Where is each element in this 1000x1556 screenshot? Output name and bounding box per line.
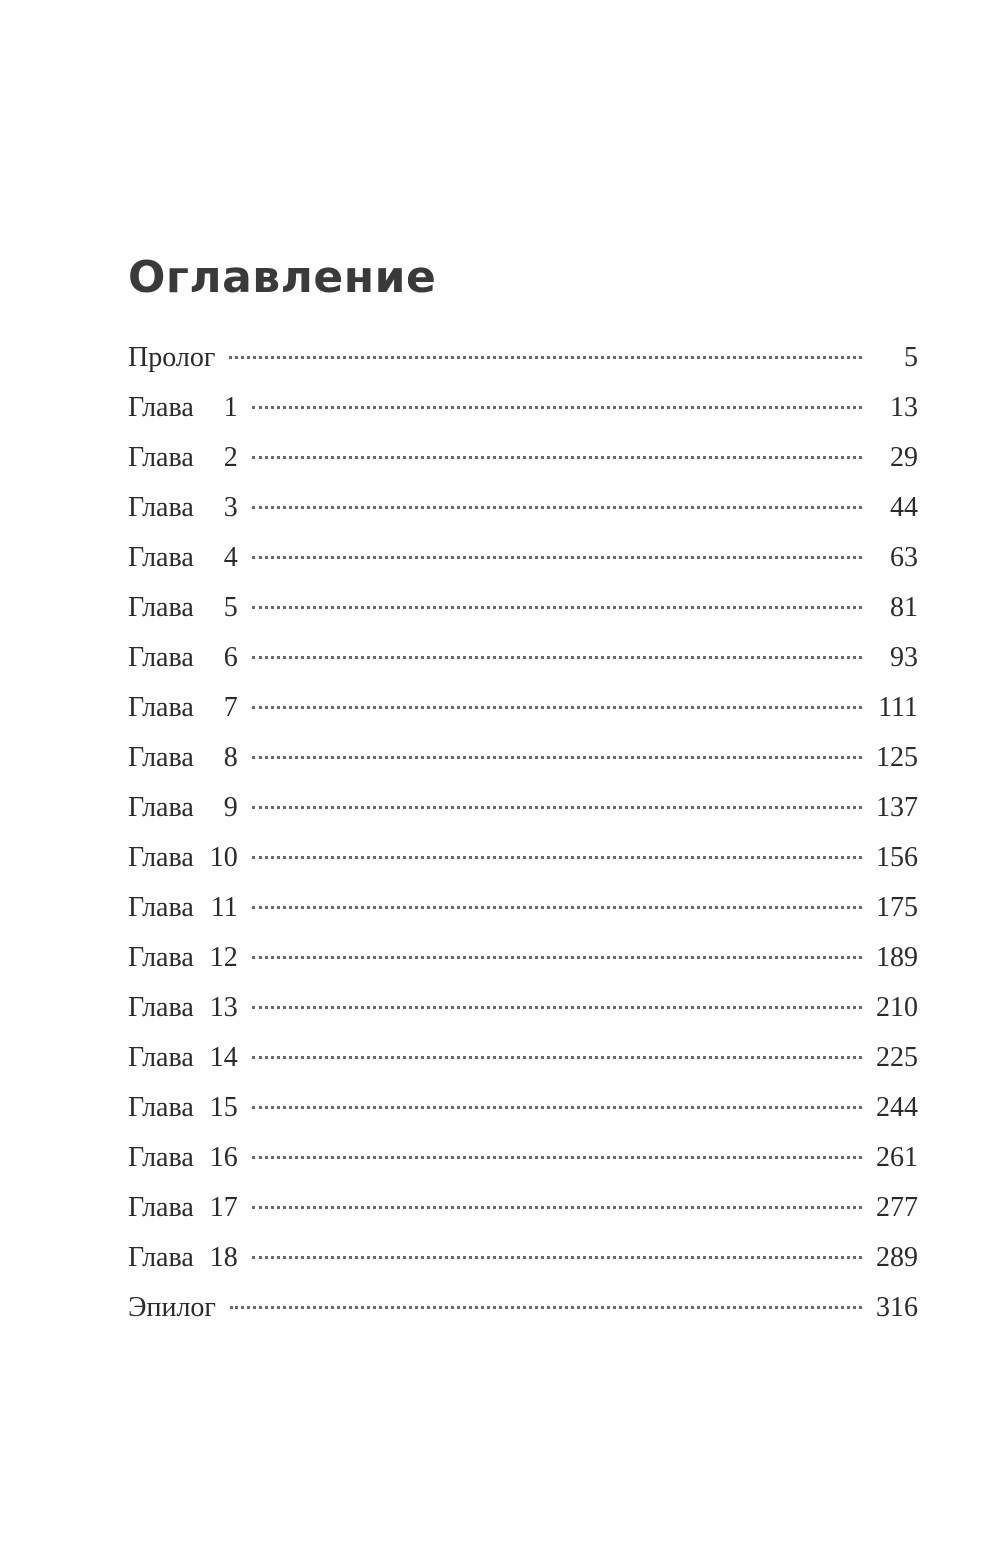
chapter-word: Глава [128, 692, 194, 723]
entry-label [128, 933, 238, 983]
chapter-number: 5 [223, 592, 238, 623]
chapter-number: 16 [209, 1142, 238, 1173]
entry-label [128, 783, 238, 833]
chapter-word: Глава [128, 792, 194, 823]
entry-label [128, 1233, 238, 1283]
chapter-number: 10 [209, 842, 238, 873]
chapter-number: 2 [223, 442, 238, 473]
entry-label [128, 1183, 238, 1233]
chapter-word: Глава [128, 842, 194, 873]
toc-entry-chapter-10 [128, 833, 918, 883]
dot-leader [252, 706, 862, 709]
chapter-word: Глава [128, 1242, 194, 1273]
toc-entry-chapter-6 [128, 633, 918, 683]
page-number: 289 [876, 1242, 918, 1273]
table-of-contents [128, 333, 918, 1333]
chapter-number: 15 [209, 1092, 238, 1123]
toc-entry-chapter-17 [128, 1183, 918, 1233]
dot-leader [252, 1056, 862, 1059]
dot-leader [252, 606, 862, 609]
chapter-number: 13 [209, 992, 238, 1023]
page-number: 175 [876, 892, 918, 923]
dot-leader [252, 1106, 862, 1109]
entry-label [128, 633, 238, 683]
chapter-number: 1 [223, 392, 238, 423]
toc-entry-chapter-4 [128, 533, 918, 583]
entry-label [128, 1133, 238, 1183]
chapter-number: 9 [223, 792, 238, 823]
chapter-word: Глава [128, 592, 194, 623]
page-number: 277 [876, 1192, 918, 1223]
dot-leader [230, 1306, 862, 1309]
chapter-word: Глава [128, 892, 194, 923]
entry-label: Эпилог [128, 1292, 216, 1323]
entry-label [128, 533, 238, 583]
toc-entry-chapter-12 [128, 933, 918, 983]
page-number: 316 [876, 1292, 918, 1323]
dot-leader [252, 456, 862, 459]
chapter-word: Глава [128, 542, 194, 573]
dot-leader [252, 556, 862, 559]
dot-leader [252, 1206, 862, 1209]
dot-leader [252, 406, 862, 409]
dot-leader [252, 856, 862, 859]
page-number: 210 [876, 992, 918, 1023]
page-number: 93 [890, 642, 918, 673]
dot-leader [252, 906, 862, 909]
toc-entry-epilogue [128, 1283, 918, 1333]
page-number: 63 [890, 542, 918, 573]
dot-leader [252, 656, 862, 659]
chapter-number: 12 [209, 942, 238, 973]
page-number: 29 [890, 442, 918, 473]
chapter-word: Глава [128, 942, 194, 973]
chapter-word: Глава [128, 492, 194, 523]
dot-leader [252, 806, 862, 809]
dot-leader [252, 1156, 862, 1159]
entry-label [128, 483, 238, 533]
entry-label [128, 883, 238, 933]
page-number: 125 [876, 742, 918, 773]
chapter-number: 4 [223, 542, 238, 573]
chapter-number: 3 [223, 492, 238, 523]
page-number: 13 [890, 392, 918, 423]
toc-entry-chapter-7 [128, 683, 918, 733]
page-number: 261 [876, 1142, 918, 1173]
chapter-word: Глава [128, 992, 194, 1023]
entry-label [128, 733, 238, 783]
chapter-word: Глава [128, 1142, 194, 1173]
toc-entry-chapter-14 [128, 1033, 918, 1083]
chapter-word: Глава [128, 1092, 194, 1123]
page-number: 44 [890, 492, 918, 523]
dot-leader [252, 756, 862, 759]
entry-label: Пролог [128, 342, 216, 373]
chapter-number: 8 [223, 742, 238, 773]
toc-entry-chapter-8 [128, 733, 918, 783]
toc-entry-chapter-18 [128, 1233, 918, 1283]
entry-label [128, 383, 238, 433]
page-number: 81 [890, 592, 918, 623]
entry-label [128, 983, 238, 1033]
chapter-number: 7 [223, 692, 238, 723]
toc-entry-chapter-13 [128, 983, 918, 1033]
chapter-number: 6 [223, 642, 238, 673]
dot-leader [252, 1006, 862, 1009]
page-number: 244 [876, 1092, 918, 1123]
dot-leader [252, 1256, 862, 1259]
toc-entry-chapter-1 [128, 383, 918, 433]
entry-label [128, 833, 238, 883]
entry-label [128, 683, 238, 733]
toc-entry-chapter-3 [128, 483, 918, 533]
toc-entry-chapter-15 [128, 1083, 918, 1133]
page-number: 156 [876, 842, 918, 873]
page-number: 189 [876, 942, 918, 973]
dot-leader [252, 506, 862, 509]
chapter-word: Глава [128, 742, 194, 773]
entry-label [128, 433, 238, 483]
toc-entry-chapter-9 [128, 783, 918, 833]
chapter-number: 11 [210, 892, 238, 923]
toc-entry-chapter-16 [128, 1133, 918, 1183]
chapter-number: 14 [209, 1042, 238, 1073]
page-number: 225 [876, 1042, 918, 1073]
page-number: 137 [876, 792, 918, 823]
chapter-word: Глава [128, 1042, 194, 1073]
toc-entry-chapter-11 [128, 883, 918, 933]
chapter-word: Глава [128, 442, 194, 473]
dot-leader [229, 356, 862, 359]
toc-entry-prologue [128, 333, 918, 383]
entry-label [128, 1033, 238, 1083]
chapter-word: Глава [128, 1192, 194, 1223]
chapter-number: 17 [209, 1192, 238, 1223]
toc-entry-chapter-2 [128, 433, 918, 483]
chapter-word: Глава [128, 392, 194, 423]
chapter-word: Глава [128, 642, 194, 673]
page-number: 5 [904, 342, 918, 373]
chapter-number: 18 [209, 1242, 238, 1273]
dot-leader [252, 956, 862, 959]
toc-entry-chapter-5 [128, 583, 918, 633]
page-title: Оглавление [128, 252, 437, 303]
entry-label [128, 583, 238, 633]
entry-label [128, 1083, 238, 1133]
page-number: 111 [878, 692, 918, 723]
